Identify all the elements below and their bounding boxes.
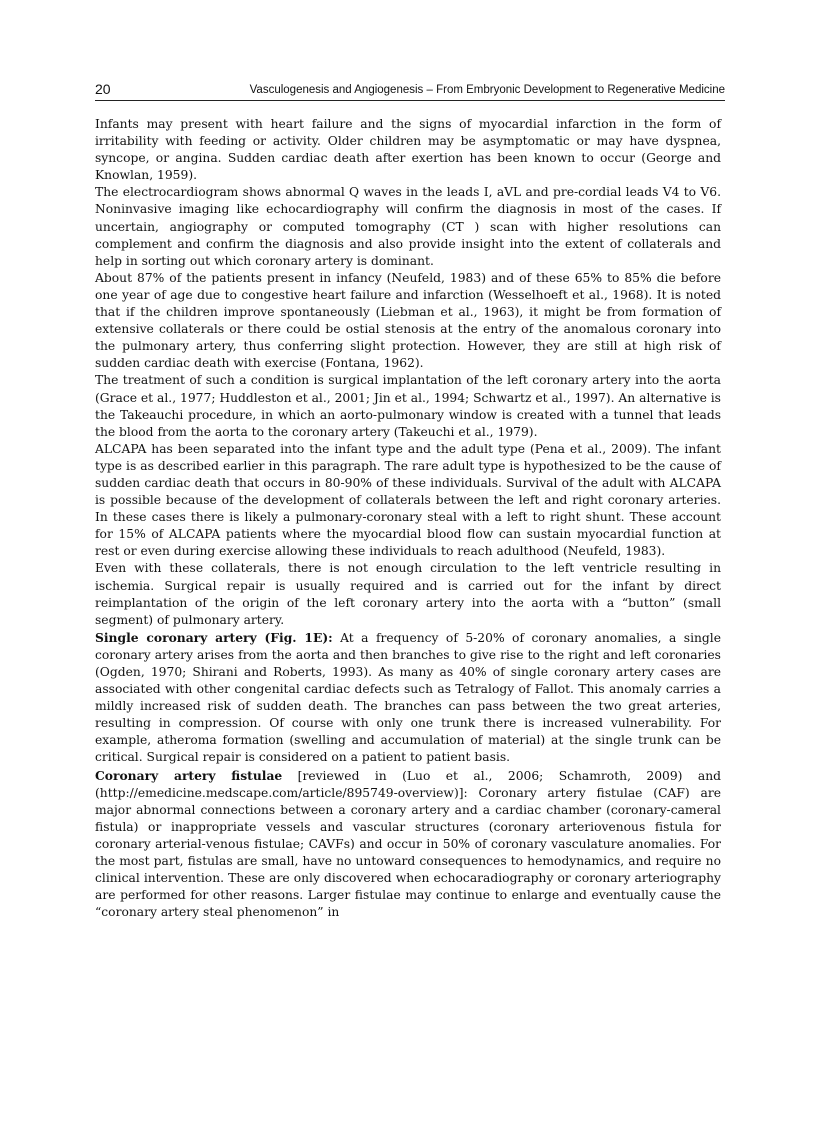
paragraph-prognosis bbox=[95, 270, 721, 373]
paragraph-coronary-artery-fistulae bbox=[95, 767, 721, 922]
paragraph-lead-heading: Single coronary artery (Fig. 1E): bbox=[95, 629, 333, 645]
paragraph-text: Infants may present with heart failure and the signs of myocardial infarction in the form of irritability with feeding or activity. Older children may be asymptomatic or may have dyspnea, syncope, or angina. Sudden cardiac death after exertion has been known to occur (George and Knowlan, 1959). bbox=[95, 117, 721, 183]
paragraph-text: About 87% of the patients present in infancy (Neufeld, 1983) and of these 65% to 85% die before one year of age due to congestive heart failure and infarction (Wesselhoeft et al., 1968). It is noted that if the children improve spontaneously (Liebman et al., 1963), it might be from formation of extensive collaterals or there could be ostial stenosis at the entry of the anomalous coronary into the pulmonary artery, thus conferring slight protection. However, they are still at high risk of sudden cardiac death with exercise (Fontana, 1962). bbox=[95, 270, 721, 371]
paragraph-infant-symptoms bbox=[95, 116, 721, 184]
paragraph-alcapa-types bbox=[95, 441, 721, 561]
paragraph-lead-heading: Coronary artery fistulae bbox=[95, 767, 283, 783]
paragraph-text: The treatment of such a condition is surgical implantation of the left coronary artery into the aorta (Grace et al., 1977; Huddleston et al., 2001; Jin et al., 1994; Schwartz et al., 1997). An alternative is the Takeauchi procedure, in which an aorto-pulmonary window is created with a tunnel that leads the blood from the aorta to the coronary artery (Takeuchi et al., 1979). bbox=[95, 373, 721, 439]
page-number: 20 bbox=[95, 81, 111, 97]
running-title: Vasculogenesis and Angiogenesis – From Embryonic Development to Regenerative Medicine bbox=[249, 84, 725, 96]
paragraph-treatment bbox=[95, 372, 721, 440]
body-text bbox=[95, 116, 721, 921]
paragraph-text: ALCAPA has been separated into the infant type and the adult type (Pena et al., 2009). The infant type is as described earlier in this paragraph. The rare adult type is hypothesized to be the cause of sudden cardiac death that occurs in 80-90% of these individuals. Survival of the adult with ALCAPA is possible because of the development of collaterals between the left and right coronary arteries. In these cases there is likely a pulmonary-coronary steal with a left to right shunt. These account for 15% of ALCAPA patients where the myocardial blood flow can sustain myocardial function at rest or even during exercise allowing these individuals to reach adulthood (Neufeld, 1983). bbox=[95, 441, 721, 559]
paragraph-text: [reviewed in (Luo et al., 2006; Schamroth, 2009) and (http://emedicine.medscape.com/article/895749-overview)]: Coronary artery fistulae (CAF) are major abnormal connections between a coronary artery and a cardiac chamber (coronary-cameral fistula) or inappropriate vessels and vascular structures (coronary arteriovenous fistula for coronary arterial-venous fistulae; CAVFs) and occur in 50% of coronary vasculature anomalies. For the most part, fistulas are small, have no untoward consequences to hemodynamics, and require no clinical intervention. These are only discovered when echocaradiography or coronary arteriography are performed for other reasons. Larger fistulae may continue to enlarge and eventually cause the “coronary artery steal phenomenon” in bbox=[95, 768, 721, 920]
paragraph-electrocardiogram bbox=[95, 184, 721, 269]
paragraph-text: The electrocardiogram shows abnormal Q waves in the leads I, aVL and pre-cordial leads V4 to V6. Noninvasive imaging like echocardiography will confirm the diagnosis in most of the cases. If uncertain, angiography or computed tomography (CT ) scan with higher resolutions can complement and confirm the diagnosis and also provide insight into the extent of collaterals and help in sorting out which coronary artery is dominant. bbox=[95, 185, 721, 268]
paragraph-single-coronary-artery bbox=[95, 629, 721, 767]
page-header bbox=[95, 80, 725, 101]
paragraph-text: Even with these collaterals, there is not enough circulation to the left ventricle resulting in ischemia. Surgical repair is usually required and is carried out for the infant by direct reimplantation of the origin of the left coronary artery into the aorta with a “button” (small segment) of pulmonary artery. bbox=[95, 561, 721, 627]
paragraph-collaterals bbox=[95, 560, 721, 628]
paragraph-text: At a frequency of 5-20% of coronary anomalies, a single coronary artery arises from the aorta and then branches to give rise to the right and left coronaries (Ogden, 1970; Shirani and Roberts, 1993). As many as 40% of single coronary artery cases are associated with other congenital cardiac defects such as Tetralogy of Fallot. This anomaly carries a mildly increased risk of sudden death. The branches can pass between the two great arteries, resulting in compression. Of course with only one trunk there is increased vulnerability. For example, atheroma formation (swelling and accumulation of material) at the single trunk can be critical. Surgical repair is considered on a patient to patient basis. bbox=[95, 630, 722, 765]
